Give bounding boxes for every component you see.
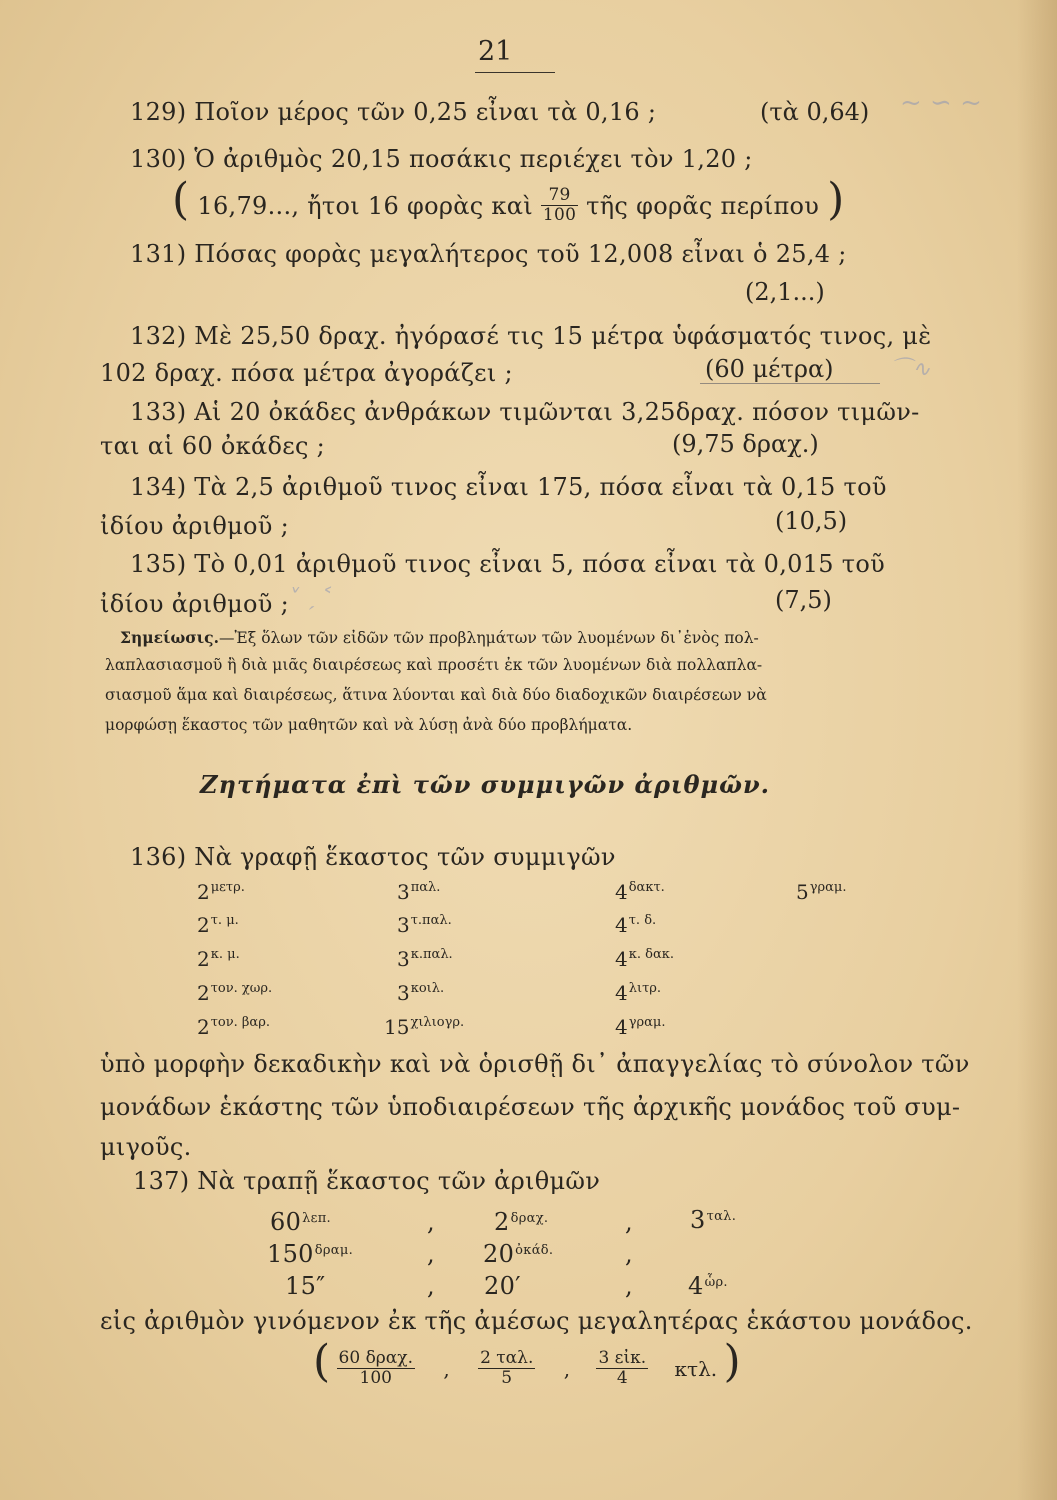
table-cell <box>615 913 656 937</box>
table-cell <box>796 880 847 904</box>
number-cell <box>484 1272 521 1300</box>
cell-number: 5 <box>796 880 809 904</box>
problem-135-answer: (7,5) <box>775 586 832 614</box>
problem-133-line2: ται αἱ 60 ὀκάδες ; <box>100 432 326 460</box>
table-cell <box>615 880 665 904</box>
cell-unit: κ. μ. <box>210 947 240 962</box>
fraction-denominator: 4 <box>616 1368 628 1388</box>
problem-136-line2: μονάδων ἑκάστης τῶν ὑποδιαιρέσεων τῆς ἀρχικῆς μονάδος τοῦ συμ- <box>100 1093 961 1121</box>
cell-unit: ὧρ. <box>704 1275 728 1290</box>
cell-number: 2 <box>197 1015 210 1039</box>
open-paren: ( <box>172 174 190 225</box>
cell-unit: ὀκάδ. <box>515 1243 554 1258</box>
problem-136-line3: μιγοῦς. <box>100 1133 192 1161</box>
problem-130-text: 130) Ὁ ἀριθμὸς 20,15 ποσάκις περιέχει τὸν 1,20 ; <box>130 145 753 173</box>
fraction <box>596 1349 648 1388</box>
cell-unit: λιτρ. <box>628 981 662 996</box>
number-cell <box>688 1272 728 1300</box>
fraction-79-100 <box>541 186 578 225</box>
problem-131-answer: (2,1...) <box>745 278 825 306</box>
problem-133-answer: (9,75 δραχ.) <box>672 430 819 458</box>
cell-number: 20 <box>483 1240 515 1268</box>
pencil-scribble: ⌒∿ <box>890 357 931 382</box>
cell-unit: γραμ. <box>809 880 847 895</box>
separator: , <box>427 1208 435 1236</box>
cell-unit: κ. δακ. <box>628 947 674 962</box>
cell-number: 4 <box>615 880 628 904</box>
problem-132-answer: (60 μέτρα) <box>705 355 834 383</box>
separator: , <box>625 1272 633 1300</box>
cell-unit: τ. δ. <box>628 913 657 928</box>
fraction-numerator: 2 ταλ. <box>480 1348 534 1368</box>
cell-unit: λεπ. <box>302 1211 331 1226</box>
problem-129-answer: (τὰ 0,64) <box>760 98 870 126</box>
page-number-rule <box>475 72 555 73</box>
note-line2: λαπλασιασμοῦ ἢ διὰ μιᾶς διαιρέσεως καὶ προσέτι ἐκ τῶν λυομένων διὰ πολλαπλα- <box>105 656 763 674</box>
problem-136-intro: 136) Νὰ γραφῇ ἕκαστος τῶν συμμιγῶν <box>130 843 616 871</box>
cell-unit: μετρ. <box>210 880 245 895</box>
cell-number: 4 <box>688 1272 704 1300</box>
cell-unit: κ.παλ. <box>410 947 453 962</box>
cell-number: 4 <box>615 913 628 937</box>
fraction <box>337 1349 415 1388</box>
separator: , <box>625 1240 633 1268</box>
problem-132-line2: 102 δραχ. πόσα μέτρα ἀγοράζει ; <box>100 359 513 387</box>
table-cell <box>197 981 272 1005</box>
etc-abbrev: κτλ. <box>674 1357 718 1381</box>
cell-unit: τον. χωρ. <box>210 981 273 996</box>
fraction-numerator: 79 <box>541 186 578 206</box>
table-cell <box>197 947 240 971</box>
fraction-denominator: 100 <box>542 205 577 225</box>
cell-number: 2 <box>494 1208 510 1236</box>
cell-number: 2 <box>197 981 210 1005</box>
problem-137-fractions <box>313 1336 741 1390</box>
note-label: Σημείωσις. <box>120 628 220 647</box>
page-edge-shadow <box>1017 0 1057 1500</box>
pencil-underline <box>700 383 880 384</box>
separator: , <box>427 1272 435 1300</box>
fraction-numerator: 60 δραχ. <box>338 1348 413 1368</box>
section-heading: Ζητήματα ἐπὶ τῶν συμμιγῶν ἀριθμῶν. <box>200 770 770 799</box>
cell-unit: τ.παλ. <box>410 913 452 928</box>
problem-130-answer <box>172 174 845 227</box>
table-cell <box>197 1015 270 1039</box>
cell-number: 2 <box>197 880 210 904</box>
number-cell <box>483 1240 553 1268</box>
cell-number: 3 <box>397 981 410 1005</box>
problem-130-answer-post: τῆς φορᾶς περίπου <box>586 192 820 220</box>
problem-132-line1: 132) Μὲ 25,50 δραχ. ἠγόρασέ τις 15 μέτρα ὑφάσματός τινος, μὲ <box>130 322 932 350</box>
separator: , <box>625 1208 633 1236</box>
separator: , <box>563 1357 571 1381</box>
problem-137-intro: 137) Νὰ τραπῇ ἕκαστος τῶν ἀριθμῶν <box>133 1167 601 1195</box>
cell-number: 60 <box>270 1208 302 1236</box>
number-cell <box>690 1206 736 1234</box>
cell-unit: παλ. <box>410 880 441 895</box>
cell-number: 3 <box>690 1206 706 1234</box>
note-line4: μορφώσῃ ἕκαστος τῶν μαθητῶν καὶ νὰ λύσῃ ἀνὰ δύο προβλήματα. <box>105 716 633 734</box>
cell-number: 3 <box>397 947 410 971</box>
cell-number: 3 <box>397 913 410 937</box>
cell-number: 4 <box>615 947 628 971</box>
number-cell <box>270 1208 331 1236</box>
number-cell <box>267 1240 353 1268</box>
problem-134-answer: (10,5) <box>775 507 848 535</box>
fraction <box>478 1349 535 1388</box>
cell-unit: γραμ. <box>628 1015 666 1030</box>
cell-number: 4 <box>615 981 628 1005</box>
note-line3: σιασμοῦ ἅμα καὶ διαιρέσεως, ἅτινα λύονται καὶ διὰ δύο διαδοχικῶν διαιρέσεων νὰ <box>105 686 767 704</box>
cell-number: 2 <box>197 947 210 971</box>
note-line1-text: —Ἐξ ὅλων τῶν εἰδῶν τῶν προβλημάτων τῶν λυομένων δι᾽ἑνὸς πολ- <box>219 629 759 647</box>
cell-number: 150 <box>267 1240 314 1268</box>
problem-134-line2: ἰδίου ἀριθμοῦ ; <box>100 512 289 540</box>
cell-number: 15 <box>384 1015 410 1039</box>
problem-136-line1: ὑπὸ μορφὴν δεκαδικὴν καὶ νὰ ὁρισθῇ δι᾽ ἀπαγγελίας τὸ σύνολον τῶν <box>100 1050 970 1078</box>
problem-137-line1: εἰς ἀριθμὸν γινόμενον ἐκ τῆς ἀμέσως μεγαλητέρας ἑκάστου μονάδος. <box>100 1307 973 1335</box>
table-cell <box>615 1015 666 1039</box>
cell-unit: ταλ. <box>706 1209 737 1224</box>
number-cell <box>285 1272 325 1300</box>
table-cell <box>615 947 674 971</box>
table-cell <box>397 913 452 937</box>
table-cell <box>397 880 440 904</box>
page-number: 21 <box>478 36 513 67</box>
cell-number: 4 <box>615 1015 628 1039</box>
pencil-scribble: ~ ∽ ~ <box>900 88 982 118</box>
cell-unit: δακτ. <box>628 880 665 895</box>
fraction-numerator: 3 εἰκ. <box>598 1348 647 1368</box>
table-cell <box>384 1015 464 1039</box>
table-cell <box>197 880 245 904</box>
fraction-denominator: 5 <box>501 1368 513 1388</box>
table-cell <box>397 981 444 1005</box>
cell-unit: δραμ. <box>314 1243 354 1258</box>
problem-129-text: 129) Ποῖον μέρος τῶν 0,25 εἶναι τὰ 0,16 ; <box>130 98 657 126</box>
number-cell <box>494 1208 548 1236</box>
fraction-denominator: 100 <box>359 1368 392 1388</box>
problem-130-answer-pre: 16,79..., ἤτοι 16 φορὰς καὶ <box>197 192 533 220</box>
problem-135-line2: ἰδίου ἀριθμοῦ ; <box>100 590 289 618</box>
close-paren: ) <box>723 1336 741 1387</box>
table-cell <box>197 913 239 937</box>
cell-number: 2 <box>197 913 210 937</box>
cell-unit: τον. βαρ. <box>210 1015 270 1030</box>
table-cell <box>397 947 453 971</box>
problem-133-line1: 133) Αἱ 20 ὀκάδες ἀνθράκων τιμῶνται 3,25δραχ. πόσον τιμῶν- <box>130 398 920 426</box>
cell-unit: δραχ. <box>510 1211 549 1226</box>
separator: , <box>427 1240 435 1268</box>
open-paren: ( <box>313 1336 331 1387</box>
separator: , <box>443 1357 450 1381</box>
cell-unit: κοιλ. <box>410 981 445 996</box>
close-paren: ) <box>827 174 845 225</box>
problem-134-line1: 134) Τὰ 2,5 ἀριθμοῦ τινος εἶναι 175, πόσα εἶναι τὰ 0,15 τοῦ <box>130 473 887 501</box>
note-line1 <box>120 628 759 647</box>
cell-number: 15″ <box>285 1272 326 1300</box>
table-cell <box>615 981 661 1005</box>
cell-unit: τ. μ. <box>210 913 239 928</box>
cell-unit: χιλιογρ. <box>410 1015 465 1030</box>
cell-number: 20′ <box>484 1272 521 1300</box>
cell-number: 3 <box>397 880 410 904</box>
problem-131-text: 131) Πόσας φορὰς μεγαλήτερος τοῦ 12,008 εἶναι ὁ 25,4 ; <box>130 240 847 268</box>
problem-135-line1: 135) Τὸ 0,01 ἀριθμοῦ τινος εἶναι 5, πόσα εἶναι τὰ 0,015 τοῦ <box>130 550 885 578</box>
pencil-scribble: ˅ ˏ ˂ <box>290 586 334 611</box>
